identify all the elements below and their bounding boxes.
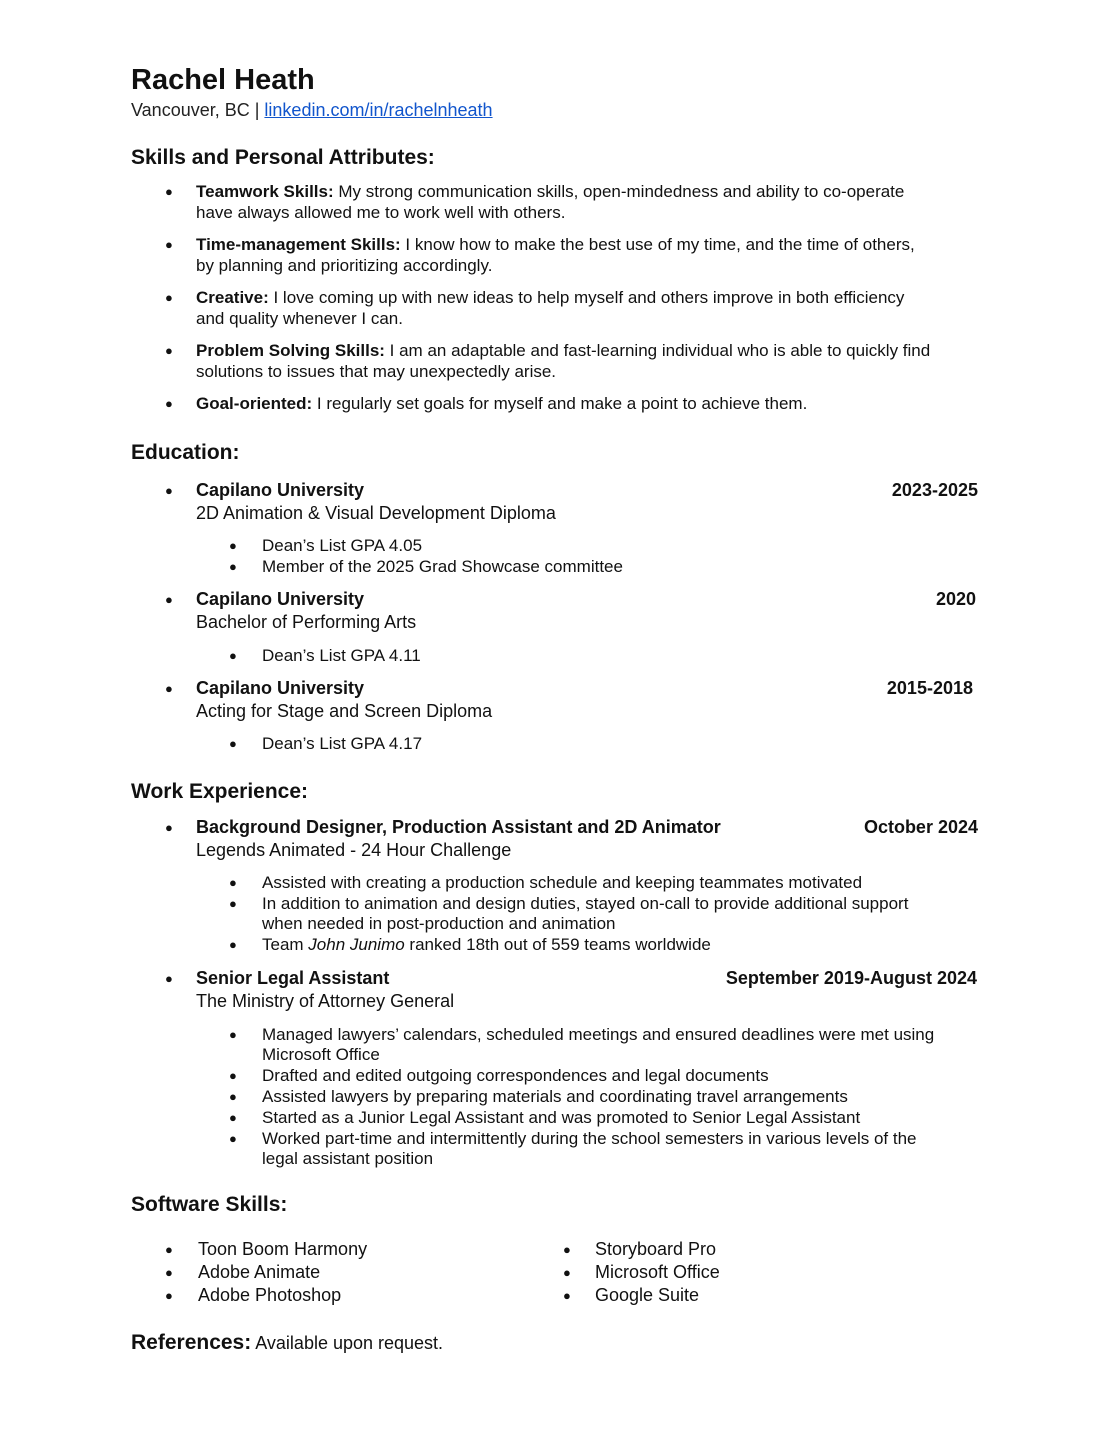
skill-label: Time-management Skills: [196, 235, 401, 254]
bullet-icon: ● [165, 592, 173, 607]
education-program: Acting for Stage and Screen Diploma [196, 701, 493, 721]
education-note: Dean’s List GPA 4.11 [262, 646, 421, 665]
duty-text: Team [262, 935, 309, 954]
duty-text: ranked 18th out of 559 teams worldwide [404, 935, 711, 954]
bullet-icon: ● [165, 343, 173, 358]
education-years: 2023-2025 [891, 480, 978, 500]
skills-heading: Skills and Personal Attributes: [131, 146, 435, 169]
skill-label: Teamwork Skills: [196, 182, 334, 201]
job-duty: Drafted and edited outgoing correspondences and legal documents [262, 1066, 769, 1085]
software-item: Google Suite [595, 1285, 700, 1305]
skill-item-time-management [196, 234, 915, 255]
bullet-icon: ● [229, 1131, 237, 1146]
bullet-icon: ● [229, 1110, 237, 1125]
bullet-icon: ● [165, 290, 173, 305]
skill-text-cont: and quality whenever I can. [196, 309, 403, 328]
job-duty: Managed lawyers’ calendars, scheduled meetings and ensured deadlines were met using [262, 1025, 935, 1044]
bullet-icon: ● [165, 820, 173, 835]
software-item: Adobe Animate [198, 1262, 321, 1282]
references-text: Available upon request. [251, 1333, 444, 1353]
bullet-icon: ● [165, 483, 173, 498]
bullet-icon: ● [229, 1068, 237, 1083]
references-line [131, 1331, 443, 1355]
software-item: Adobe Photoshop [198, 1285, 342, 1305]
team-name: John Junimo [308, 935, 405, 954]
job-duty: Worked part-time and intermittently during the school semesters in various levels of the [262, 1129, 917, 1148]
skill-text: I regularly set goals for myself and make a point to achieve them. [312, 394, 808, 413]
job-date: October 2024 [863, 817, 978, 837]
bullet-icon: ● [165, 1288, 173, 1303]
job-duty: Assisted with creating a production schedule and keeping teammates motivated [262, 873, 863, 892]
education-program: 2D Animation & Visual Development Diploma [196, 503, 556, 523]
education-years: 2015-2018 [886, 678, 973, 698]
skill-text: My strong communication skills, open-mindedness and ability to co-operate [333, 182, 905, 201]
software-item: Storyboard Pro [595, 1239, 717, 1259]
job-duty: Started as a Junior Legal Assistant and was promoted to Senior Legal Assistant [262, 1108, 861, 1127]
bullet-icon: ● [563, 1288, 571, 1303]
education-note: Dean’s List GPA 4.17 [262, 734, 423, 753]
bullet-icon: ● [563, 1242, 571, 1257]
bullet-icon: ● [165, 1242, 173, 1257]
bullet-icon: ● [229, 736, 237, 751]
bullet-icon: ● [165, 681, 173, 696]
contact-line [131, 100, 493, 121]
bullet-icon: ● [229, 1089, 237, 1104]
job-organization: The Ministry of Attorney General [196, 991, 455, 1011]
education-school: Capilano University [196, 480, 365, 500]
skill-label: Problem Solving Skills: [196, 341, 385, 360]
education-school: Capilano University [196, 589, 365, 609]
education-years: 2020 [935, 589, 976, 609]
skill-text-cont: have always allowed me to work well with others. [196, 203, 566, 222]
work-heading: Work Experience: [131, 780, 309, 803]
bullet-icon: ● [229, 538, 237, 553]
bullet-icon: ● [165, 1265, 173, 1280]
skill-text: I am an adaptable and fast-learning individual who is able to quickly find [384, 341, 931, 360]
bullet-icon: ● [229, 648, 237, 663]
job-duty-cont: when needed in post-production and animation [262, 914, 616, 933]
job-duty-cont: Microsoft Office [262, 1045, 380, 1064]
bullet-icon: ● [165, 396, 173, 411]
bullet-icon: ● [229, 937, 237, 952]
linkedin-link[interactable]: linkedin.com/in/rachelnheath [264, 100, 493, 120]
education-school: Capilano University [196, 678, 365, 698]
bullet-icon: ● [229, 875, 237, 890]
job-title: Senior Legal Assistant [196, 968, 390, 988]
bullet-icon: ● [229, 896, 237, 911]
references-label: References: [131, 1331, 252, 1354]
bullet-icon: ● [165, 971, 173, 986]
job-title: Background Designer, Production Assistant and 2D Animator [196, 817, 721, 837]
bullet-icon: ● [229, 559, 237, 574]
job-organization: Legends Animated - 24 Hour Challenge [196, 840, 512, 860]
software-heading: Software Skills: [131, 1193, 288, 1216]
education-heading: Education: [131, 441, 240, 464]
skill-text-cont: by planning and prioritizing accordingly. [196, 256, 493, 275]
bullet-icon: ● [563, 1265, 571, 1280]
bullet-icon: ● [165, 237, 173, 252]
skill-text: I know how to make the best use of my time, and the time of others, [400, 235, 915, 254]
skill-label: Goal-oriented: [196, 394, 313, 413]
skill-label: Creative: [196, 288, 269, 307]
education-note: Dean’s List GPA 4.05 [262, 536, 423, 555]
bullet-icon: ● [229, 1027, 237, 1042]
skill-text-cont: solutions to issues that may unexpectedly arise. [196, 362, 557, 381]
software-item: Microsoft Office [595, 1262, 720, 1282]
job-date: September 2019-August 2024 [725, 968, 977, 988]
job-duty: In addition to animation and design duties, stayed on-call to provide additional support [262, 894, 909, 913]
skill-item-teamwork [196, 181, 904, 202]
job-duty-cont: legal assistant position [262, 1149, 434, 1168]
skill-text: I love coming up with new ideas to help myself and others improve in both efficiency [268, 288, 905, 307]
bullet-icon: ● [165, 184, 173, 199]
education-program: Bachelor of Performing Arts [196, 612, 417, 632]
candidate-name: Rachel Heath [131, 64, 315, 96]
job-duty [262, 934, 711, 955]
software-item: Toon Boom Harmony [198, 1239, 368, 1259]
skill-item-goal-oriented [196, 393, 807, 414]
education-note: Member of the 2025 Grad Showcase committee [262, 557, 623, 576]
skill-item-problem-solving [196, 340, 930, 361]
location-text: Vancouver, BC | [131, 100, 265, 120]
job-duty: Assisted lawyers by preparing materials and coordinating travel arrangements [262, 1087, 848, 1106]
skill-item-creative [196, 287, 904, 308]
